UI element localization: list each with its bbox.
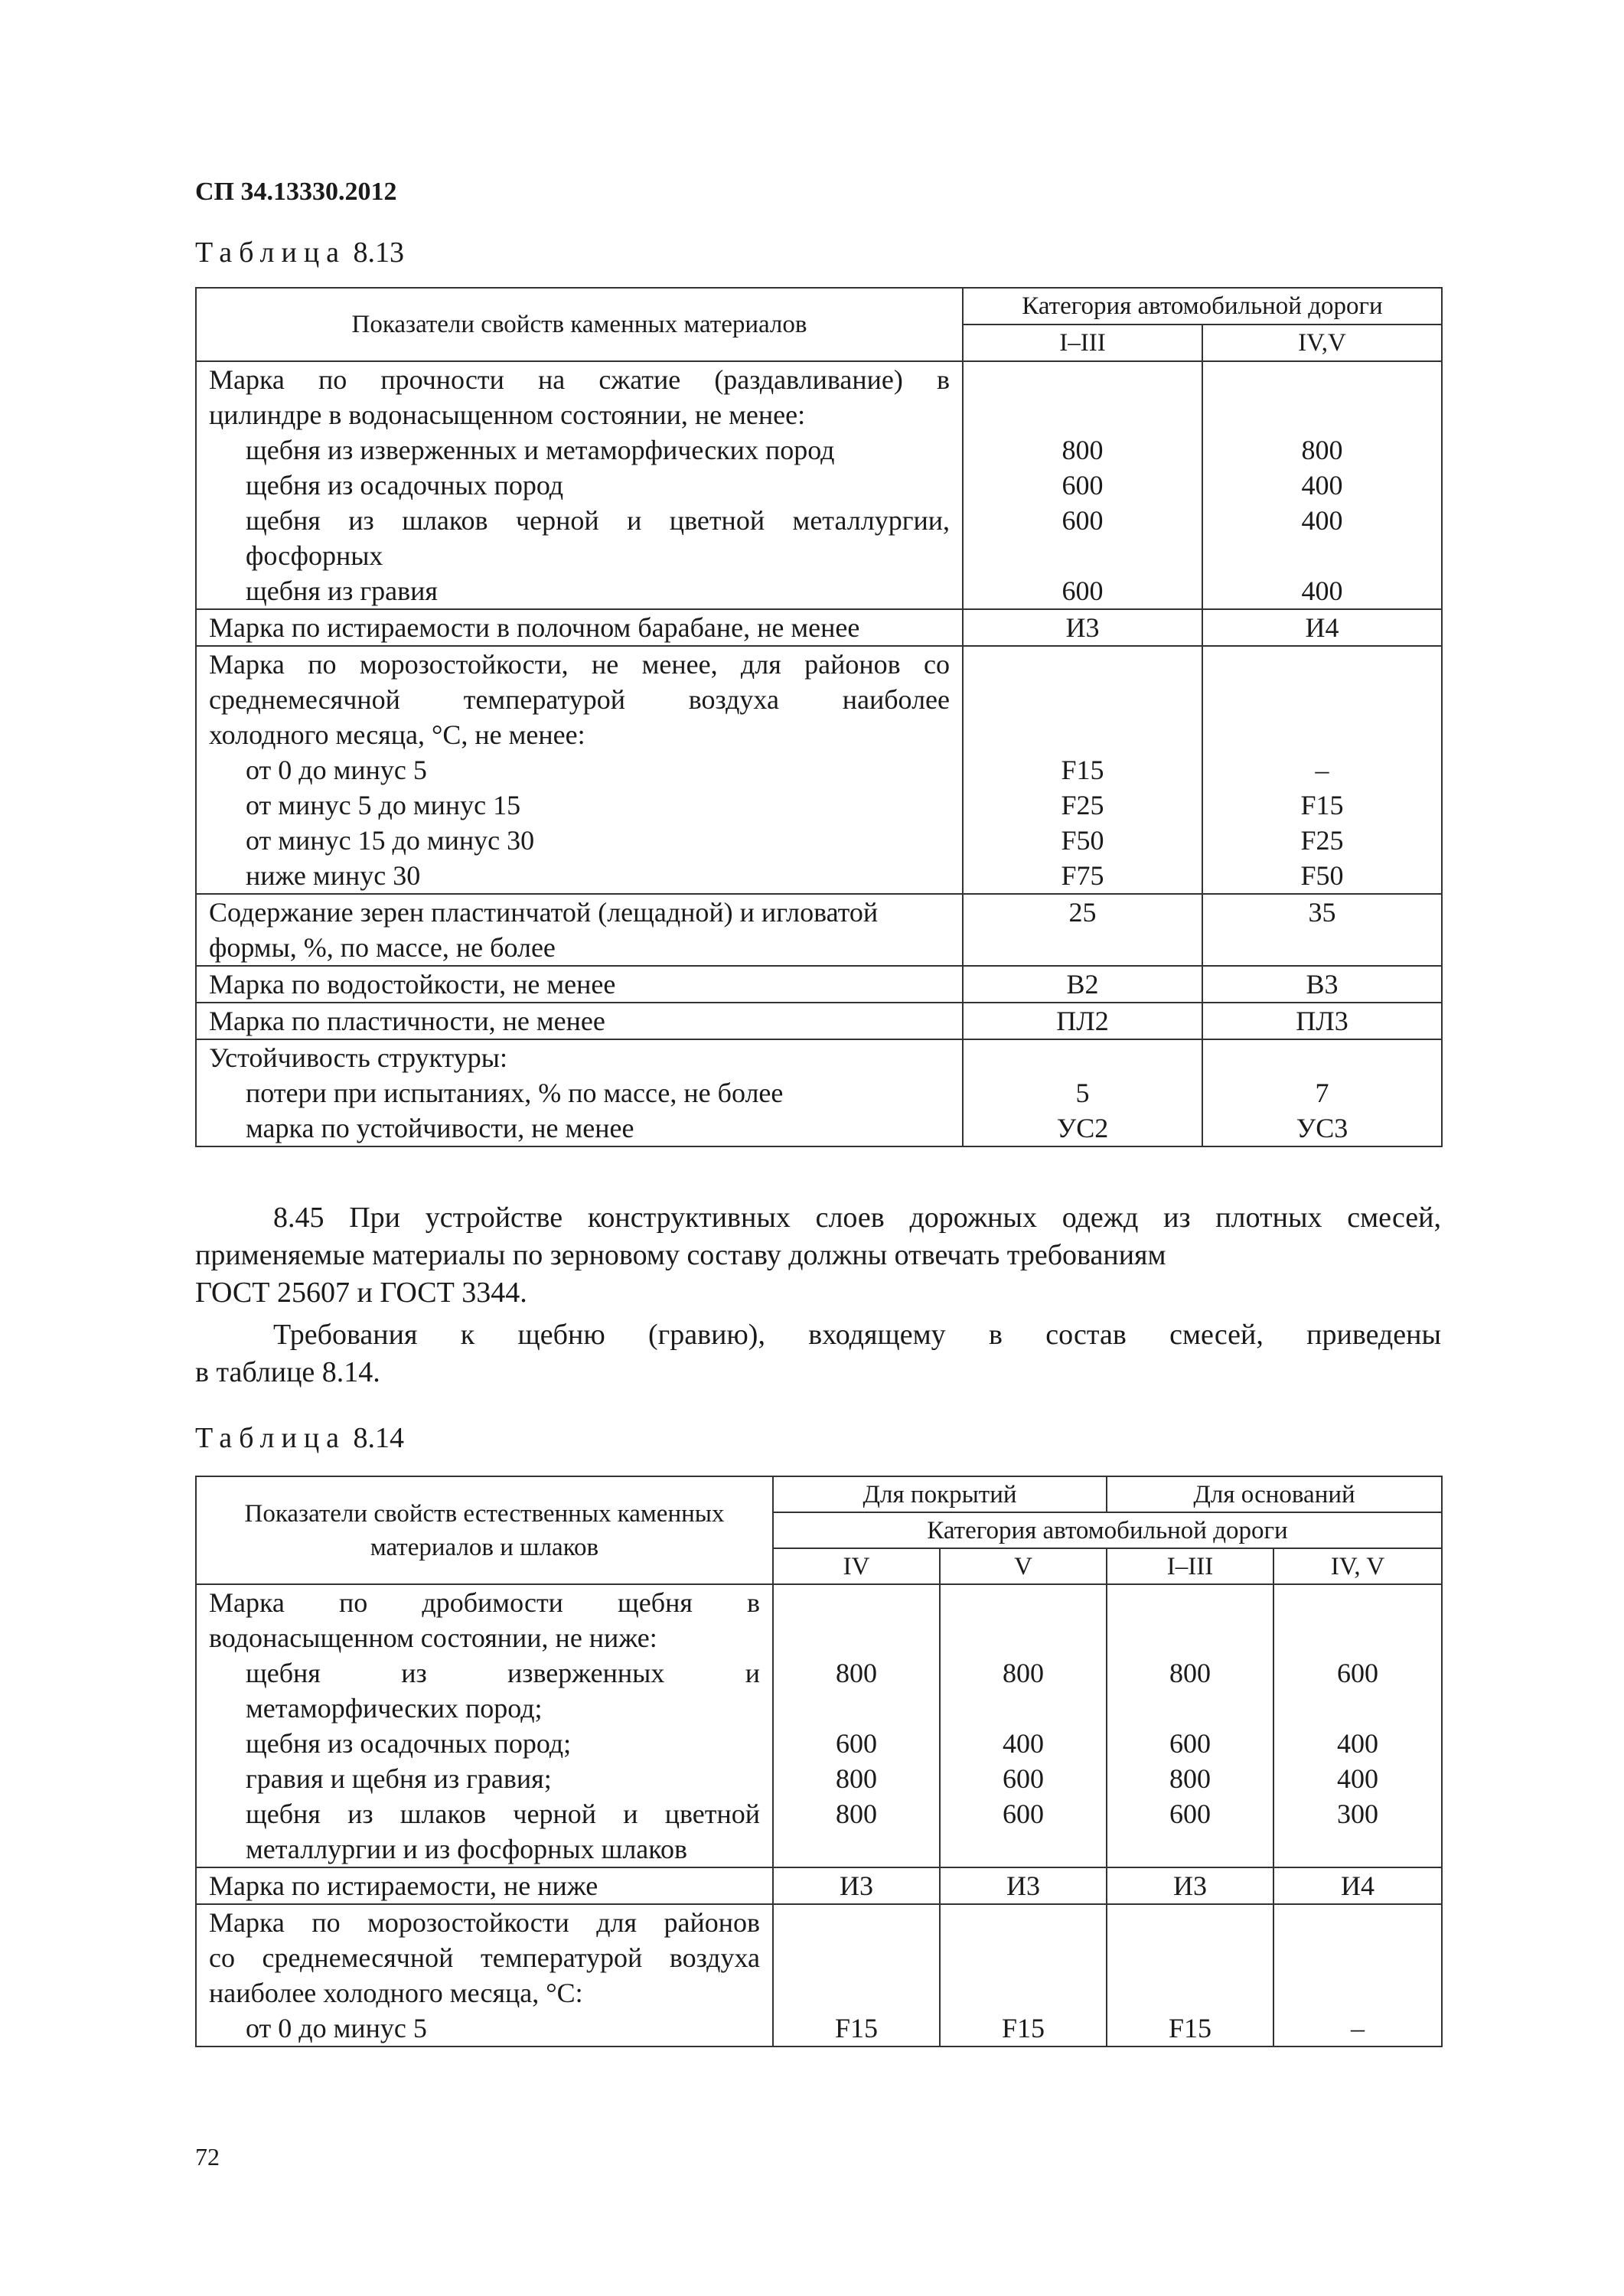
value-cell — [1107, 1584, 1273, 1867]
value: F15 — [1169, 2013, 1212, 2043]
value-cell — [1202, 361, 1442, 609]
value: И3 — [1065, 612, 1100, 643]
value: F15 — [834, 2013, 879, 2043]
row-line: Марка по морозостойкости для районов — [209, 1907, 760, 1938]
value: 800 — [1169, 1658, 1211, 1688]
value: – — [1351, 2013, 1365, 2043]
paragraph-8-45-text: 8.45 При устройстве конструктивных слоев дорожных одежд из плотных смесей, применяемые материалы по зерновому составу должны отвечать требованиям — [195, 1202, 1441, 1271]
value: 800 — [1301, 435, 1343, 465]
row-line: Марка по истираемости в полочном барабане, не менее — [209, 612, 860, 643]
value-cell — [940, 1904, 1107, 2047]
column-header-cat-1-3: I–III — [963, 325, 1202, 361]
row-label — [196, 1039, 963, 1146]
caption-word: Таблица — [195, 236, 347, 269]
value: 25 — [1068, 897, 1097, 928]
row-line: Марка по морозостойкости, не менее, для районов со — [209, 649, 950, 680]
row-line: от минус 15 до минус 30 — [246, 825, 535, 856]
paragraph-table-ref-line2: в таблице 8.14. — [195, 1356, 380, 1388]
paragraph-8-45-gost: ГОСТ 25607 и ГОСТ 3344. — [195, 1277, 527, 1309]
column-header-cat-5: V — [940, 1548, 1107, 1584]
value: 600 — [836, 1728, 877, 1759]
value — [1206, 397, 1438, 432]
caption-number: 8.13 — [353, 236, 405, 269]
row-line: щебня из гравия — [246, 576, 438, 606]
value — [967, 362, 1198, 397]
value-cell — [1273, 1584, 1442, 1867]
value: F75 — [1061, 860, 1104, 891]
value: 400 — [1301, 505, 1343, 536]
table-row — [196, 361, 1442, 609]
value: 400 — [1003, 1728, 1044, 1759]
table-8-14-caption — [195, 1421, 404, 1455]
value: 600 — [1003, 1763, 1044, 1794]
value — [1206, 538, 1438, 573]
value-cell — [1202, 966, 1442, 1003]
row-label — [196, 966, 963, 1003]
value: 600 — [1061, 576, 1104, 606]
value-cell — [1273, 1904, 1442, 2047]
row-line: Марка по пластичности, не менее — [209, 1006, 605, 1036]
value: 800 — [1003, 1658, 1044, 1688]
row-line: щебня из изверженных и — [246, 1658, 760, 1688]
row-line: от 0 до минус 5 — [246, 755, 427, 785]
value — [967, 647, 1198, 682]
value: 5 — [1075, 1078, 1090, 1108]
value-cell — [1202, 609, 1442, 646]
value: И3 — [1107, 1867, 1273, 1904]
value: 800 — [836, 1658, 877, 1688]
row-label — [196, 609, 963, 646]
row-line: Марка по дробимости щебня в — [209, 1587, 760, 1618]
value: 600 — [1337, 1658, 1379, 1688]
value: 7 — [1315, 1078, 1329, 1108]
value: ПЛ2 — [1056, 1006, 1109, 1036]
value: – — [1315, 755, 1329, 785]
row-line: со среднемесячной температурой воздуха — [209, 1942, 760, 1973]
value: 600 — [1169, 1799, 1211, 1829]
table-row — [196, 609, 1442, 646]
value: И3 — [940, 1867, 1107, 1904]
column-header-cat-4-5: IV, V — [1273, 1548, 1442, 1584]
value: 35 — [1308, 897, 1336, 928]
value: 600 — [1003, 1799, 1044, 1829]
row-line: щебня из изверженных и метаморфических пород — [246, 435, 835, 465]
value: F15 — [1300, 790, 1344, 820]
value: 400 — [1337, 1728, 1379, 1759]
value: УС2 — [1056, 1113, 1109, 1143]
row-line: металлургии и из фосфорных шлаков — [246, 1834, 687, 1864]
table-row-crushability — [196, 1584, 1442, 1867]
column-header-cat-4-5: IV,V — [1202, 325, 1442, 361]
row-line: щебня из шлаков черной и цветной металлургии, — [246, 505, 950, 536]
value: F15 — [1001, 2013, 1045, 2043]
value — [967, 1040, 1198, 1075]
value: ПЛ3 — [1296, 1006, 1348, 1036]
value-cell — [1202, 1003, 1442, 1039]
row-line: метаморфических пород; — [246, 1693, 543, 1724]
paragraph-8-45 — [195, 1199, 1441, 1312]
table-row-abrasion — [196, 1867, 1442, 1904]
document-code: СП 34.13330.2012 — [195, 178, 397, 206]
caption-number: 8.14 — [353, 1422, 405, 1454]
value: F25 — [1061, 790, 1104, 820]
row-line: гравия и щебня из гравия; — [246, 1763, 552, 1794]
value-cell — [963, 1003, 1202, 1039]
value-cell — [963, 966, 1202, 1003]
value: 800 — [1169, 1763, 1211, 1794]
value: 800 — [836, 1799, 877, 1829]
value: 800 — [1061, 435, 1104, 465]
row-line: от минус 5 до минус 15 — [246, 790, 521, 820]
value — [1206, 682, 1438, 717]
value: F50 — [1061, 825, 1104, 856]
value-cell — [773, 1904, 940, 2047]
value: 800 — [836, 1763, 877, 1794]
row-label — [196, 1003, 963, 1039]
value: 400 — [1337, 1763, 1379, 1794]
row-line: Устойчивость структуры: — [209, 1042, 507, 1073]
column-header-cat-4: IV — [773, 1548, 940, 1584]
value-cell — [1202, 646, 1442, 894]
value: F15 — [1061, 755, 1104, 785]
value — [1206, 647, 1438, 682]
column-header-properties: Показатели свойств естественных каменных материалов и шлаков — [196, 1476, 773, 1584]
row-line: потери при испытаниях, % по массе, не более — [246, 1078, 784, 1108]
row-label — [196, 646, 963, 894]
value: 600 — [1061, 505, 1104, 536]
value: 400 — [1301, 470, 1343, 501]
value — [1206, 1040, 1438, 1075]
column-header-base: Для оснований — [1107, 1476, 1442, 1512]
value — [967, 397, 1198, 432]
value — [967, 682, 1198, 717]
row-label: Марка по истираемости, не ниже — [196, 1867, 773, 1904]
value: УС3 — [1296, 1113, 1348, 1143]
row-line: марка по устойчивости, не менее — [246, 1113, 634, 1143]
table-row — [196, 966, 1442, 1003]
row-line: от 0 до минус 5 — [246, 2013, 427, 2043]
value-cell — [773, 1584, 940, 1867]
table-row-frost — [196, 1904, 1442, 2047]
row-label — [196, 1584, 773, 1867]
value-cell — [963, 646, 1202, 894]
row-line: Марка по водостойкости, не менее — [209, 969, 616, 1000]
table-row — [196, 894, 1442, 966]
row-line: наиболее холодного месяца, °С: — [209, 1978, 583, 2008]
row-line: водонасыщенном состоянии, не ниже: — [209, 1623, 657, 1653]
row-line: Содержание зерен пластинчатой (лещадной) и игловатой — [209, 897, 879, 928]
value — [967, 538, 1198, 573]
value: 300 — [1337, 1799, 1379, 1829]
value: 600 — [1169, 1728, 1211, 1759]
value: И4 — [1305, 612, 1339, 643]
row-line: ниже минус 30 — [246, 860, 421, 891]
column-header-category: Категория автомобильной дороги — [773, 1512, 1442, 1548]
column-header-pavement: Для покрытий — [773, 1476, 1107, 1512]
table-row — [196, 1003, 1442, 1039]
row-line: щебня из осадочных пород — [246, 470, 564, 501]
row-line: щебня из осадочных пород; — [246, 1728, 572, 1759]
value: F25 — [1300, 825, 1344, 856]
value: 400 — [1301, 576, 1343, 606]
table-row — [196, 1039, 1442, 1146]
value-cell — [963, 894, 1202, 966]
table-8-13-caption — [195, 236, 404, 269]
value: 600 — [1061, 470, 1104, 501]
value: В2 — [1066, 969, 1099, 1000]
value-cell — [963, 609, 1202, 646]
value-cell — [1107, 1904, 1273, 2047]
value: F50 — [1300, 860, 1344, 891]
paragraph-table-ref — [195, 1316, 1441, 1391]
row-line: щебня из шлаков черной и цветной — [246, 1799, 760, 1829]
value-cell — [940, 1584, 1107, 1867]
value: В3 — [1306, 969, 1339, 1000]
row-label — [196, 361, 963, 609]
value — [967, 717, 1198, 752]
value-cell — [963, 361, 1202, 609]
row-label — [196, 894, 963, 966]
page-number: 72 — [195, 2143, 220, 2170]
row-line: формы, %, по массе, не более — [209, 932, 556, 963]
row-line: фосфорных — [246, 540, 383, 571]
column-header-properties: Показатели свойств каменных материалов — [196, 288, 963, 361]
value — [1206, 717, 1438, 752]
column-header-cat-1-3: I–III — [1107, 1548, 1273, 1584]
value — [1206, 362, 1438, 397]
column-header-category: Категория автомобильной дороги — [963, 288, 1442, 325]
row-line: цилиндре в водонасыщенном состоянии, не менее: — [209, 400, 806, 430]
table-8-13 — [195, 287, 1443, 1147]
caption-word: Таблица — [195, 1422, 347, 1454]
value-cell — [963, 1039, 1202, 1146]
row-label — [196, 1904, 773, 2047]
value-cell — [1202, 1039, 1442, 1146]
value: И4 — [1273, 1867, 1442, 1904]
value: И3 — [773, 1867, 940, 1904]
table-8-14 — [195, 1476, 1443, 2047]
row-line: холодного месяца, °С, не менее: — [209, 719, 585, 750]
paragraph-table-ref-line1: Требования к щебню (гравию), входящему в состав смесей, приведены — [273, 1319, 1441, 1351]
row-line: среднемесячной температурой воздуха наиболее — [209, 684, 950, 715]
value-cell — [1202, 894, 1442, 966]
row-line: Марка по прочности на сжатие (раздавливание) в — [209, 364, 950, 395]
table-row — [196, 646, 1442, 894]
